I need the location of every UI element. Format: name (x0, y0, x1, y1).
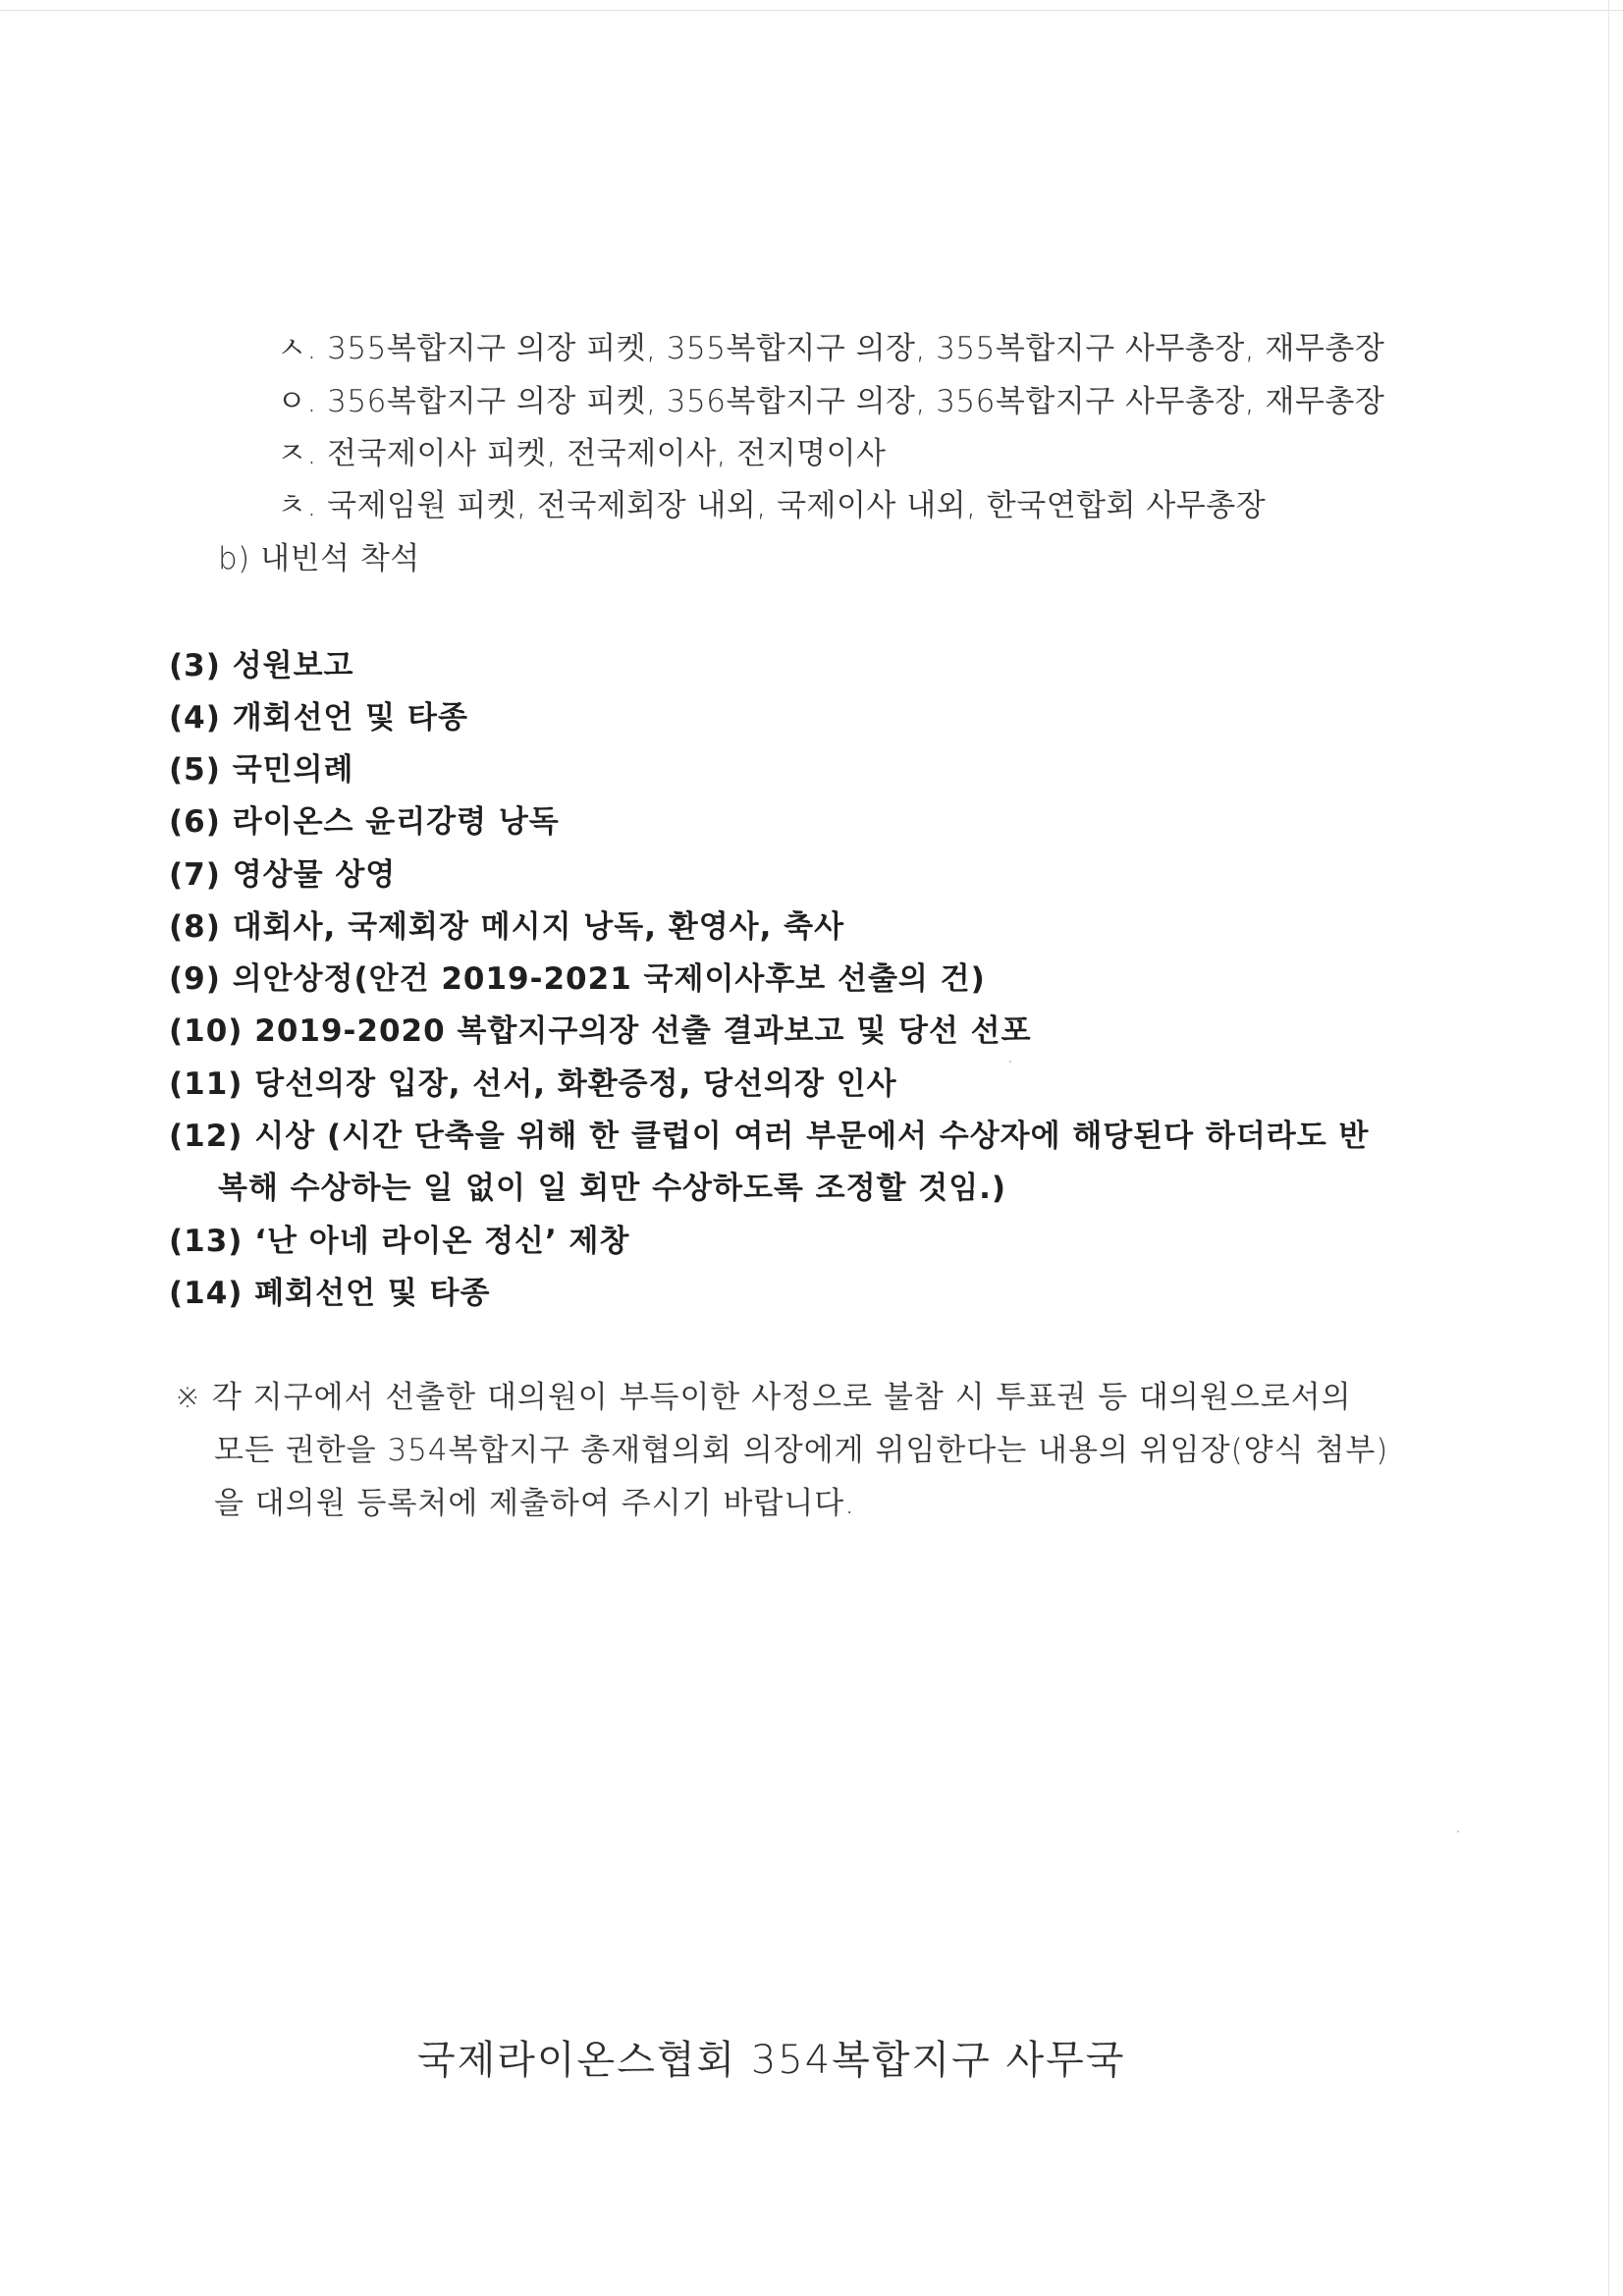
issuer-footer: 국제라이온스협회 354복합지구 사무국 (417, 2038, 1126, 2083)
agenda-item-12: (12) 시상 (시간 단축을 위해 한 클럽이 여러 부문에서 수상자에 해당된다 하더라도 반 (169, 1119, 1370, 1154)
scan-speck (1457, 1831, 1459, 1832)
agenda-item-4: (4) 개회선언 및 타종 (169, 700, 468, 736)
page-edge-right (1608, 0, 1609, 2296)
agenda-item-14: (14) 폐회선언 및 타종 (169, 1276, 491, 1311)
note-line-1: ※ 각 지구에서 선출한 대의원이 부득이한 사정으로 불참 시 투표권 등 대의원으로서의 (175, 1380, 1352, 1415)
agenda-item-3: (3) 성원보고 (169, 648, 354, 683)
sub-item-guest-seating: b) 내빈석 착석 (218, 541, 420, 576)
agenda-item-9: (9) 의안상정(안건 2019-2021 국제이사후보 선출의 건) (169, 961, 986, 997)
note-line-2: 모든 권한을 354복합지구 총재협의회 의장에게 위임한다는 내용의 위임장(양식 첨부) (214, 1433, 1389, 1468)
agenda-item-7: (7) 영상물 상영 (169, 857, 397, 893)
sub-item-355: ㅅ. 355복합지구 의장 피켓, 355복합지구 의장, 355복합지구 사무총장, 재무총장 (277, 331, 1385, 366)
page-edge-top (0, 10, 1623, 11)
note-line-3: 을 대의원 등록처에 제출하여 주시기 바랍니다. (214, 1486, 856, 1521)
agenda-item-13: (13) ‘난 아네 라이온 정신’ 제창 (169, 1224, 630, 1259)
agenda-item-11: (11) 당선의장 입장, 선서, 화환증정, 당선의장 인사 (169, 1066, 897, 1102)
agenda-item-5: (5) 국민의례 (169, 752, 354, 788)
sub-item-356: ㅇ. 356복합지구 의장 피켓, 356복합지구 의장, 356복합지구 사무총장, 재무총장 (277, 384, 1385, 419)
scan-speck (1009, 1061, 1011, 1063)
agenda-item-10: (10) 2019-2020 복합지구의장 선출 결과보고 및 당선 선포 (169, 1013, 1032, 1049)
agenda-item-6: (6) 라이온스 윤리강령 낭독 (169, 804, 560, 840)
sub-item-former-directors: ㅈ. 전국제이사 피켓, 전국제이사, 전지명이사 (277, 436, 887, 471)
sub-item-international-officers: ㅊ. 국제임원 피켓, 전국제회장 내외, 국제이사 내외, 한국연합회 사무총장 (277, 488, 1267, 523)
agenda-item-8: (8) 대회사, 국제회장 메시지 낭독, 환영사, 축사 (169, 909, 845, 945)
agenda-item-12-continued: 복해 수상하는 일 없이 일 회만 수상하도록 조정할 것임.) (218, 1171, 1007, 1206)
